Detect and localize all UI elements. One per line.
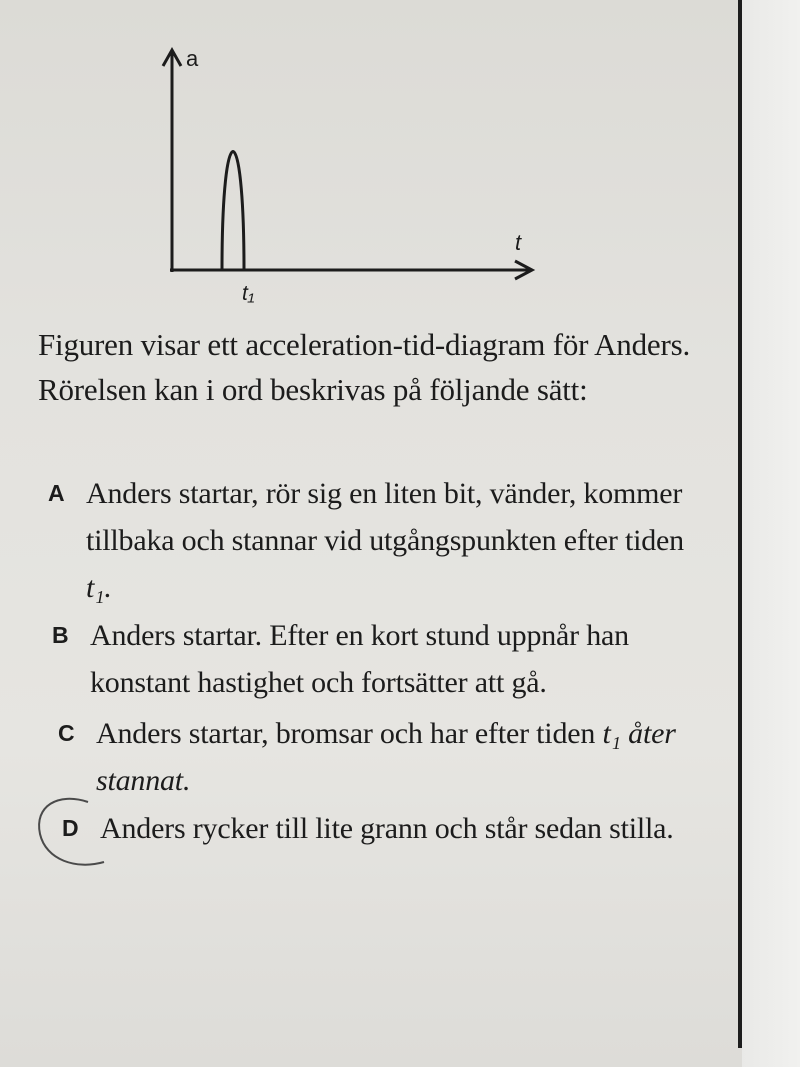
question-text (38, 322, 728, 412)
acceleration-pulse (172, 152, 520, 271)
option-key: B (52, 622, 69, 648)
option-text: Anders rycker till lite grann och står sedan stilla. (100, 812, 674, 845)
option-key: C (58, 720, 75, 746)
option-text: Anders startar, bromsar och har efter tiden t₁ åter stannat. (96, 717, 676, 797)
option-c (58, 710, 698, 804)
option-d (62, 805, 702, 852)
option-text: Anders startar. Efter en kort stund uppnår han konstant hastighet och fortsätter att gå. (90, 619, 629, 699)
option-tail: t₁ åter stannat. (96, 717, 676, 797)
y-axis-label: a (186, 46, 199, 71)
option-key: A (48, 480, 65, 506)
x-tick-label-t1: t₁ (242, 282, 255, 305)
option-b (52, 612, 692, 706)
x-axis-label: t (515, 230, 522, 255)
option-tail: t₁. (86, 571, 112, 604)
question-intro: Figuren visar ett acceleration-tid-diagram för Anders. Rörelsen kan i ord beskrivas på följande sätt: (38, 327, 691, 407)
acceleration-time-diagram (0, 0, 800, 320)
option-text: Anders startar, rör sig en liten bit, vänder, kommer tillbaka och stannar vid utgångspunkten efter tiden t₁. (86, 477, 684, 604)
pencil-circle-mark (28, 790, 128, 880)
option-a (48, 470, 688, 611)
option-key: D (62, 815, 79, 841)
